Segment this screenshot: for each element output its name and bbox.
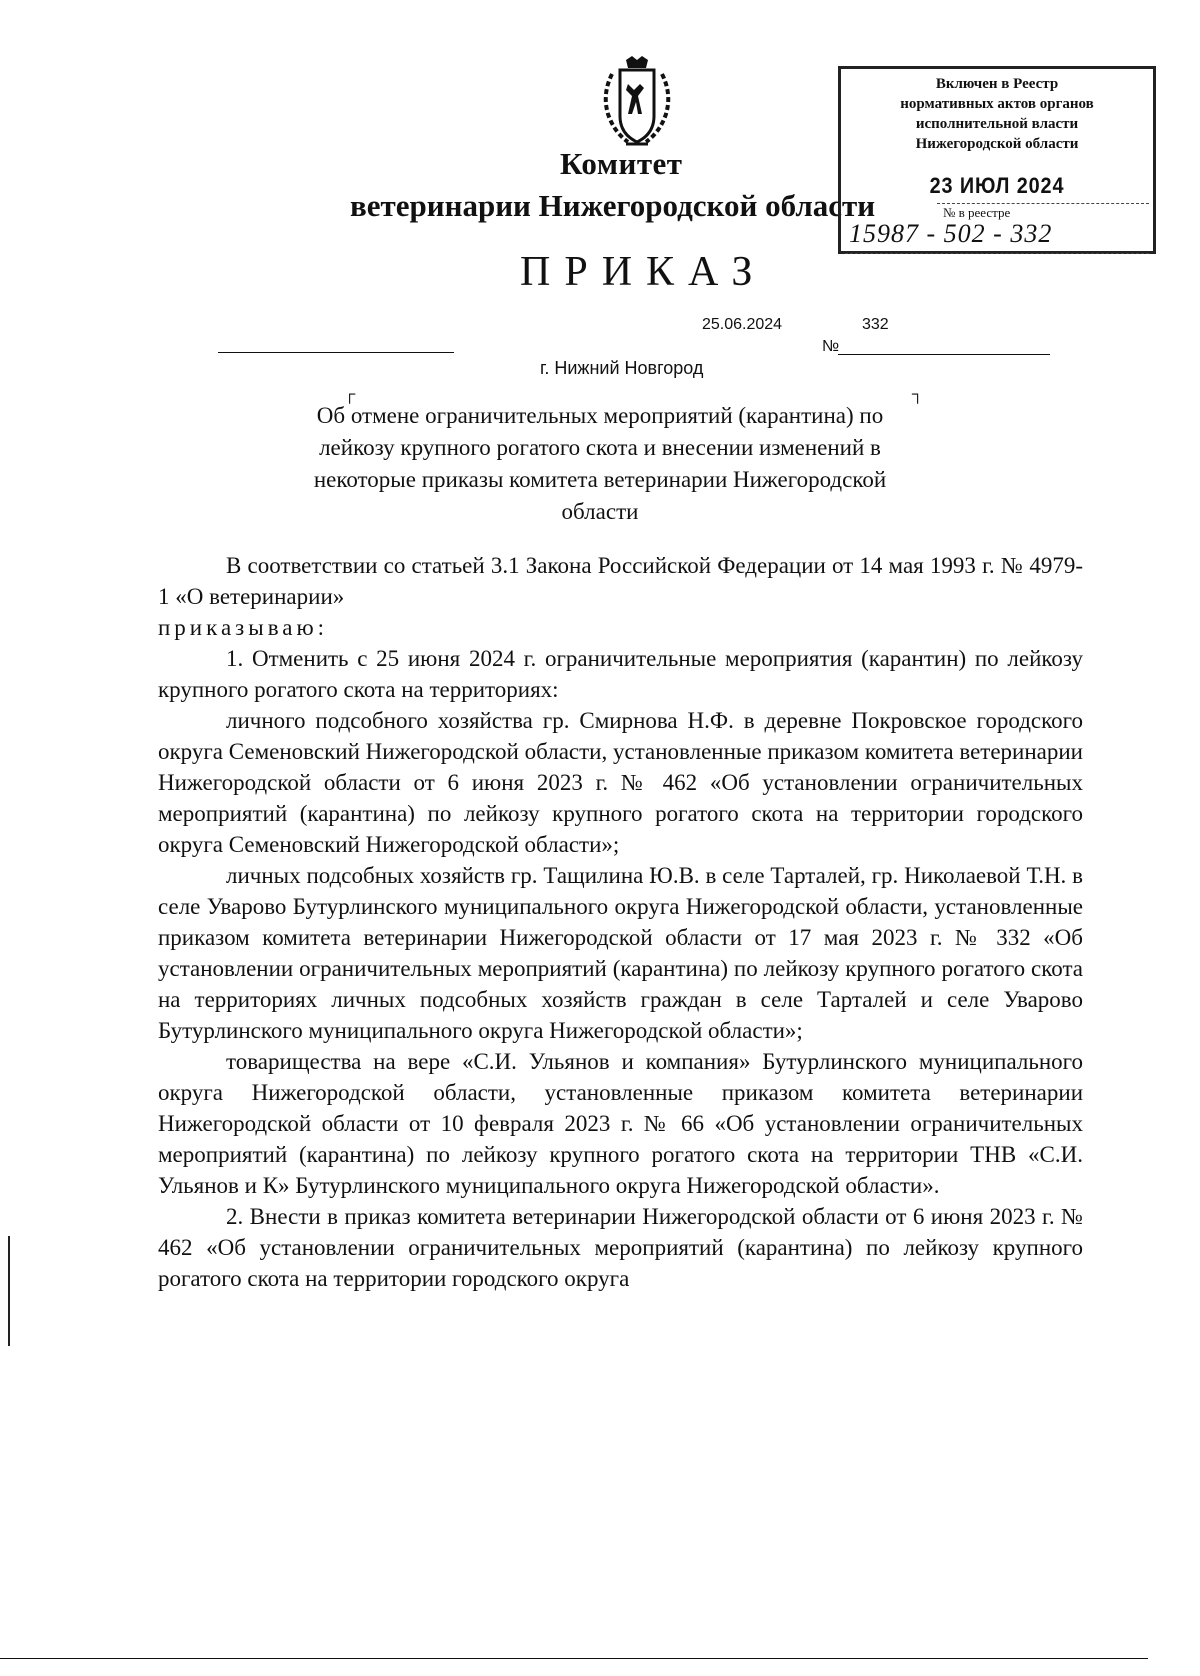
item-1-b: личных подсобных хозяйств гр. Тащилина Ю.В. в селе Тарталей, гр. Николаевой Т.Н. в селе Уварово Бутурлинского муниципального округа Нижегородской области, установленные приказом комитета ветеринарии Нижегородской области от 17 мая 2023 г. № 332 «Об установлении ограничительных мероприятий (карантина) по лейкозу крупного рогатого скота на территориях личных подсобных хозяйств граждан в селе Тарталей и селе Уварово Бутурлинского муниципального округа Нижегородской области»;	[158, 863, 1083, 1043]
item-1-c: товарищества на вере «С.И. Ульянов и компания» Бутурлинского муниципального округа Нижегородской области, установленные приказом комитета ветеринарии Нижегородской области от 10 февраля 2023 г. № 66 «Об установлении ограничительных мероприятий (карантина) по лейкозу крупного рогатого скота на территории ТНВ «С.И. Ульянов и К» Бутурлинского муниципального округа Нижегородской области».	[158, 1049, 1083, 1198]
org-name-line1: Комитет	[560, 146, 683, 181]
number-sign: №	[822, 338, 840, 355]
stamp-line-4: Нижегородской области	[915, 136, 1079, 152]
preamble: В соответствии со статьей 3.1 Закона Российской Федерации от 14 мая 1993 г. № 4979-1 «О ветеринарии»	[158, 553, 1083, 609]
item-1-a: личного подсобного хозяйства гр. Смирнова Н.Ф. в деревне Покровское городского округа Семеновский Нижегородской области, установленные приказом комитета ветеринарии Нижегородской области от 6 июня 2023 г. № 462 «Об установлении ограничительных мероприятий (карантина) по лейкозу крупного рогатого скота на территории городского округа Семеновский Нижегородской области»;	[158, 708, 1083, 857]
registry-stamp	[838, 66, 1156, 254]
number-underline	[838, 354, 1050, 355]
stamp-registry-number: 15987 - 502 - 332	[849, 219, 1053, 248]
stamp-line-2: нормативных актов органов	[900, 96, 1094, 112]
stamp-line-3: исполнительной власти	[915, 116, 1079, 132]
scan-bottom-edge	[0, 1658, 1148, 1659]
stamp-line-1: Включен в Реестр	[935, 76, 1059, 92]
stamp-registry-label: № в реестре	[943, 205, 1011, 220]
stamp-date: 23 ИЮЛ 2024	[929, 173, 1065, 198]
stamp-bottom-rule	[845, 253, 1149, 254]
document-number: 332	[862, 316, 889, 333]
document-title: Об отмене ограничительных мероприятий (карантина) по лейкозу крупного рогатого скота и внесении изменений в некоторые приказы комитета ветеринарии Нижегородской области	[313, 403, 887, 524]
stamp-divider	[937, 203, 1149, 204]
city: г. Нижний Новгород	[540, 358, 704, 378]
coat-of-arms-icon	[598, 54, 676, 150]
document-date: 25.06.2024	[702, 316, 783, 333]
item-2: 2. Внести в приказ комитета ветеринарии Нижегородской области от 6 июня 2023 г. № 462 «Об установлении ограничительных мероприятий (карантина) по лейкозу крупного рогатого скота на территории городского округа	[158, 1204, 1083, 1291]
date-underline	[218, 352, 454, 353]
item-1: 1. Отменить с 25 июня 2024 г. ограничительные мероприятия (карантин) по лейкозу крупного рогатого скота на территориях:	[158, 646, 1083, 702]
scan-edge-mark	[8, 1236, 10, 1346]
org-name-line2: ветеринарии Нижегородской области	[350, 188, 876, 223]
title-corner-right: ┐	[912, 386, 924, 403]
document-body	[158, 550, 1083, 1294]
document-type: ПРИКАЗ	[520, 249, 767, 295]
order-word: приказываю:	[158, 615, 329, 640]
title-corner-left: ┌	[344, 386, 356, 403]
